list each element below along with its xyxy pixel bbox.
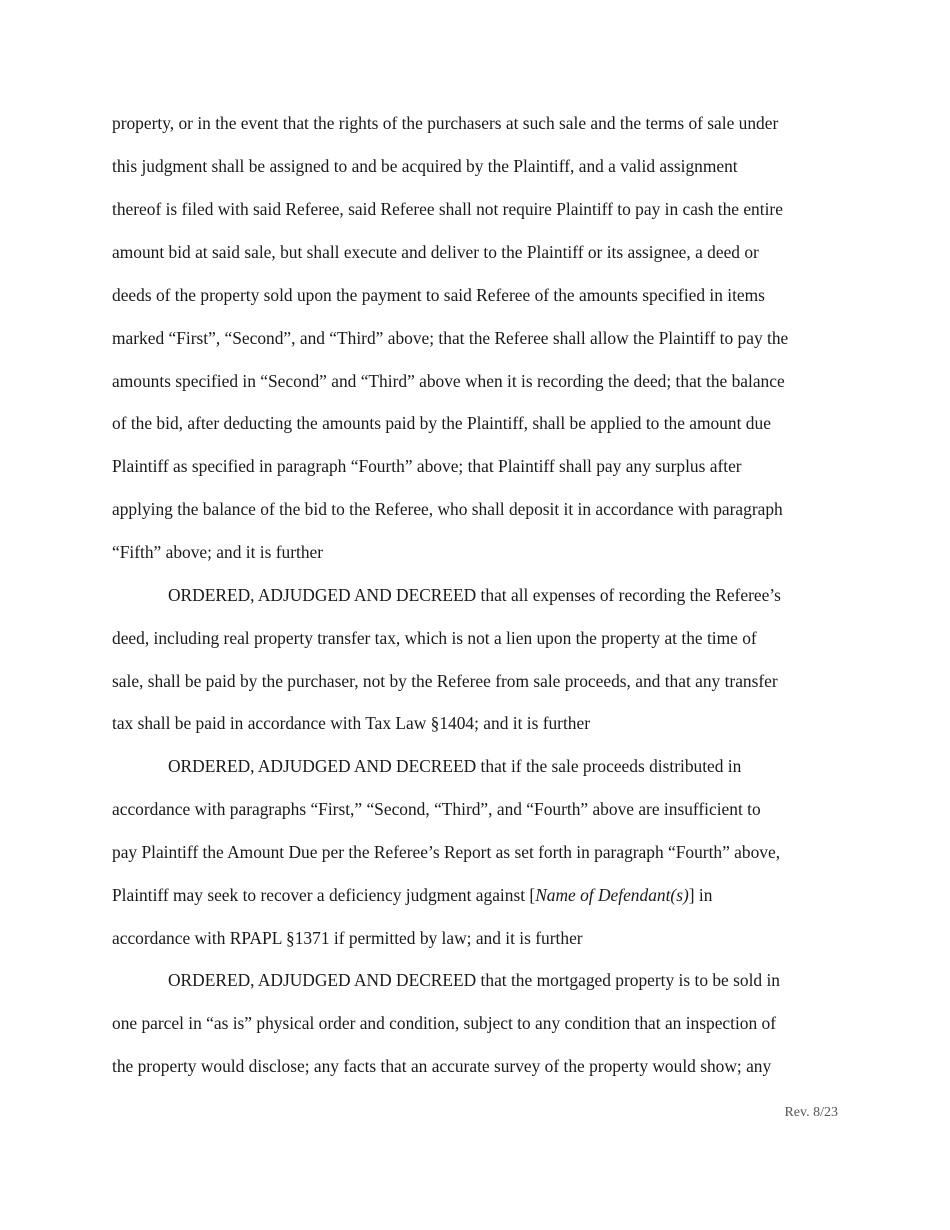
text-line: ORDERED, ADJUDGED AND DECREED that all expenses of recording the Referee’s [168, 585, 781, 605]
revision-label: Rev. 8/23 [784, 1105, 838, 1120]
text-line: amounts specified in “Second” and “Third” above when it is recording the deed; that the balance [112, 371, 785, 391]
text-line: applying the balance of the bid to the Referee, who shall deposit it in accordance with paragraph [112, 499, 783, 519]
text-line: the property would disclose; any facts that an accurate survey of the property would show; any [112, 1056, 772, 1076]
text-line: this judgment shall be assigned to and be acquired by the Plaintiff, and a valid assignment [112, 156, 738, 176]
defendant-name-placeholder: Name of Defendant(s) [535, 885, 689, 905]
text-line: tax shall be paid in accordance with Tax Law §1404; and it is further [112, 713, 591, 733]
text-line: deeds of the property sold upon the payment to said Referee of the amounts specified in items [112, 285, 765, 305]
text-line: “Fifth” above; and it is further [112, 542, 324, 562]
text-line: ORDERED, ADJUDGED AND DECREED that if the sale proceeds distributed in [168, 756, 742, 776]
text-line: one parcel in “as is” physical order and condition, subject to any condition that an inspection of [112, 1013, 777, 1033]
text-line: deed, including real property transfer tax, which is not a lien upon the property at the time of [112, 628, 757, 648]
text-line-with-italic [112, 884, 712, 906]
text-line: marked “First”, “Second”, and “Third” above; that the Referee shall allow the Plaintiff to pay the [112, 328, 789, 348]
text-line: sale, shall be paid by the purchaser, not by the Referee from sale proceeds, and that any transfer [112, 671, 778, 691]
text-line: accordance with paragraphs “First,” “Second, “Third”, and “Fourth” above are insufficient to [112, 799, 761, 819]
text-line: Plaintiff as specified in paragraph “Fourth” above; that Plaintiff shall pay any surplus after [112, 456, 742, 476]
text-segment: ] in [688, 885, 713, 905]
text-line: property, or in the event that the rights of the purchasers at such sale and the terms of sale under [112, 113, 779, 133]
text-line: of the bid, after deducting the amounts paid by the Plaintiff, shall be applied to the amount due [112, 413, 771, 433]
text-line: thereof is filed with said Referee, said Referee shall not require Plaintiff to pay in cash the entire [112, 199, 783, 219]
text-segment: Plaintiff may seek to recover a deficiency judgment against [ [112, 885, 536, 905]
text-line: amount bid at said sale, but shall execute and deliver to the Plaintiff or its assignee, a deed or [112, 242, 759, 262]
text-line: accordance with RPAPL §1371 if permitted by law; and it is further [112, 928, 583, 948]
text-line: ORDERED, ADJUDGED AND DECREED that the mortgaged property is to be sold in [168, 970, 780, 990]
text-line: pay Plaintiff the Amount Due per the Referee’s Report as set forth in paragraph “Fourth” above, [112, 842, 781, 862]
